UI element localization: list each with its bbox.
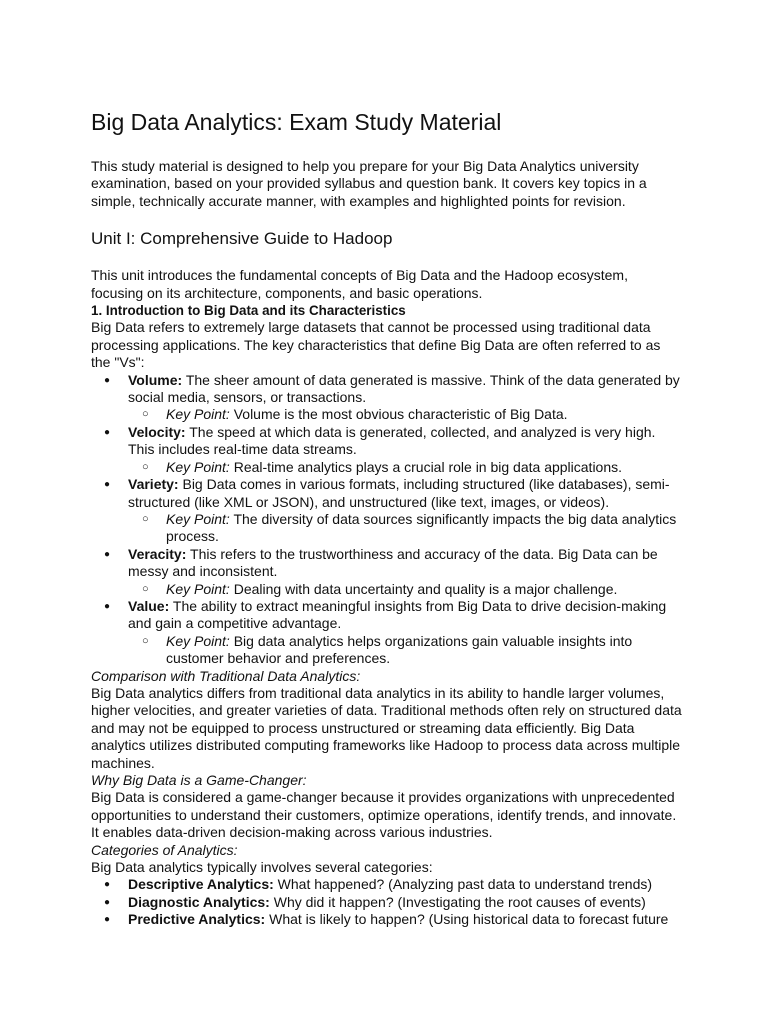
term-description: The sheer amount of data generated is massive. Think of the data generated by social media, sensors, or transactions.: [128, 371, 680, 406]
list-item-descriptive: [91, 876, 683, 893]
list-item-value: [91, 598, 683, 668]
term-label: Veracity:: [128, 545, 187, 562]
categories-heading: Categories of Analytics:: [91, 841, 238, 858]
subheading-introduction: 1. Introduction to Big Data and its Characteristics: [91, 303, 406, 319]
gamechanger-paragraph: Big Data is considered a game-changer because it provides organizations with unprecedented opportunities to understand their customers, optimize operations, identify trends, and innovate. It enables data-driven decision-making across various industries.: [91, 789, 677, 841]
key-point-text: Big data analytics helps organizations gain valuable insights into customer behavior and preferences.: [166, 632, 633, 667]
key-point-label: Key Point:: [166, 458, 230, 475]
key-point-item: [128, 406, 683, 423]
term-label: Value:: [128, 597, 170, 614]
term-label: Descriptive Analytics:: [128, 876, 274, 893]
term-label: Variety:: [128, 476, 179, 493]
term-description: The ability to extract meaningful insights from Big Data to drive decision-making and gain a competitive advantage.: [128, 597, 667, 632]
term-description: The speed at which data is generated, collected, and analyzed is very high. This includes real-time data streams.: [128, 423, 656, 458]
unit-1-lead: This unit introduces the fundamental concepts of Big Data and the Hadoop ecosystem, focusing on its architecture, components, and basic operations.: [91, 267, 628, 301]
key-point-label: Key Point:: [166, 406, 230, 423]
document-title: Big Data Analytics: Exam Study Material: [91, 109, 502, 135]
term-label: Diagnostic Analytics:: [128, 893, 270, 910]
list-item-variety: [91, 476, 683, 546]
key-point-item: [128, 581, 683, 598]
term-label: Velocity:: [128, 423, 186, 440]
categories-list: [91, 876, 683, 928]
key-point-item: [128, 459, 683, 476]
key-point-label: Key Point:: [166, 510, 230, 527]
term-description: Why did it happen? (Investigating the root causes of events): [269, 893, 646, 910]
gamechanger-heading: Why Big Data is a Game-Changer:: [91, 772, 307, 788]
key-point-label: Key Point:: [166, 580, 230, 597]
term-description: Big Data comes in various formats, including structured (like databases), semi-structured (like XML or JSON), and unstructured (like text, images, or videos).: [128, 476, 670, 510]
key-point-text: Dealing with data uncertainty and quality is a major challenge.: [229, 580, 618, 597]
list-item-volume: [91, 372, 683, 424]
unit-1-heading: Unit I: Comprehensive Guide to Hadoop: [91, 229, 393, 249]
key-point-text: Volume is the most obvious characteristic of Big Data.: [229, 406, 568, 423]
list-item-predictive: [91, 911, 683, 928]
key-point-list: [91, 406, 683, 423]
key-point-label: Key Point:: [166, 632, 230, 649]
key-point-text: Real-time analytics plays a crucial role in big data applications.: [229, 458, 623, 475]
term-description: What is likely to happen? (Using historical data to forecast future: [265, 911, 669, 928]
categories-lead: Big Data analytics typically involves several categories:: [91, 859, 433, 876]
key-point-list: [91, 459, 683, 476]
vs-list: [91, 372, 683, 668]
list-item-velocity: [91, 424, 683, 476]
key-point-list: [91, 511, 683, 546]
comparison-paragraph: Big Data analytics differs from traditional data analytics in its ability to handle larger volumes, higher velocities, and greater varieties of data. Traditional methods often rely on structured data and may not be equipped to process unstructured or streaming data efficiently. Big Data analytics utilizes distributed computing frameworks like Hadoop to process data across multiple machines.: [91, 684, 682, 771]
intro-paragraph: This study material is designed to help you prepare for your Big Data Analytics university examination, based on your provided syllabus and question bank. It covers key topics in a simple, technically accurate manner, with examples and highlighted points for revision.: [91, 158, 647, 209]
term-label: Volume:: [128, 371, 183, 388]
key-point-item: [128, 511, 683, 546]
term-label: Predictive Analytics:: [128, 911, 266, 928]
document-page: [91, 106, 683, 929]
key-point-list: [91, 581, 683, 598]
list-item-veracity: [91, 546, 683, 598]
key-point-text: The diversity of data sources significantly impacts the big data analytics process.: [166, 510, 677, 545]
comparison-heading: Comparison with Traditional Data Analytics:: [91, 667, 361, 684]
key-point-list: [91, 633, 683, 668]
term-description: What happened? (Analyzing past data to understand trends): [273, 876, 653, 893]
big-data-definition: Big Data refers to extremely large datasets that cannot be processed using traditional data processing applications. The key characteristics that define Big Data are often referred to as the "Vs":: [91, 319, 661, 371]
key-point-item: [128, 633, 683, 668]
list-item-diagnostic: [91, 894, 683, 911]
term-description: This refers to the trustworthiness and accuracy of the data. Big Data can be messy and inconsistent.: [128, 545, 658, 580]
